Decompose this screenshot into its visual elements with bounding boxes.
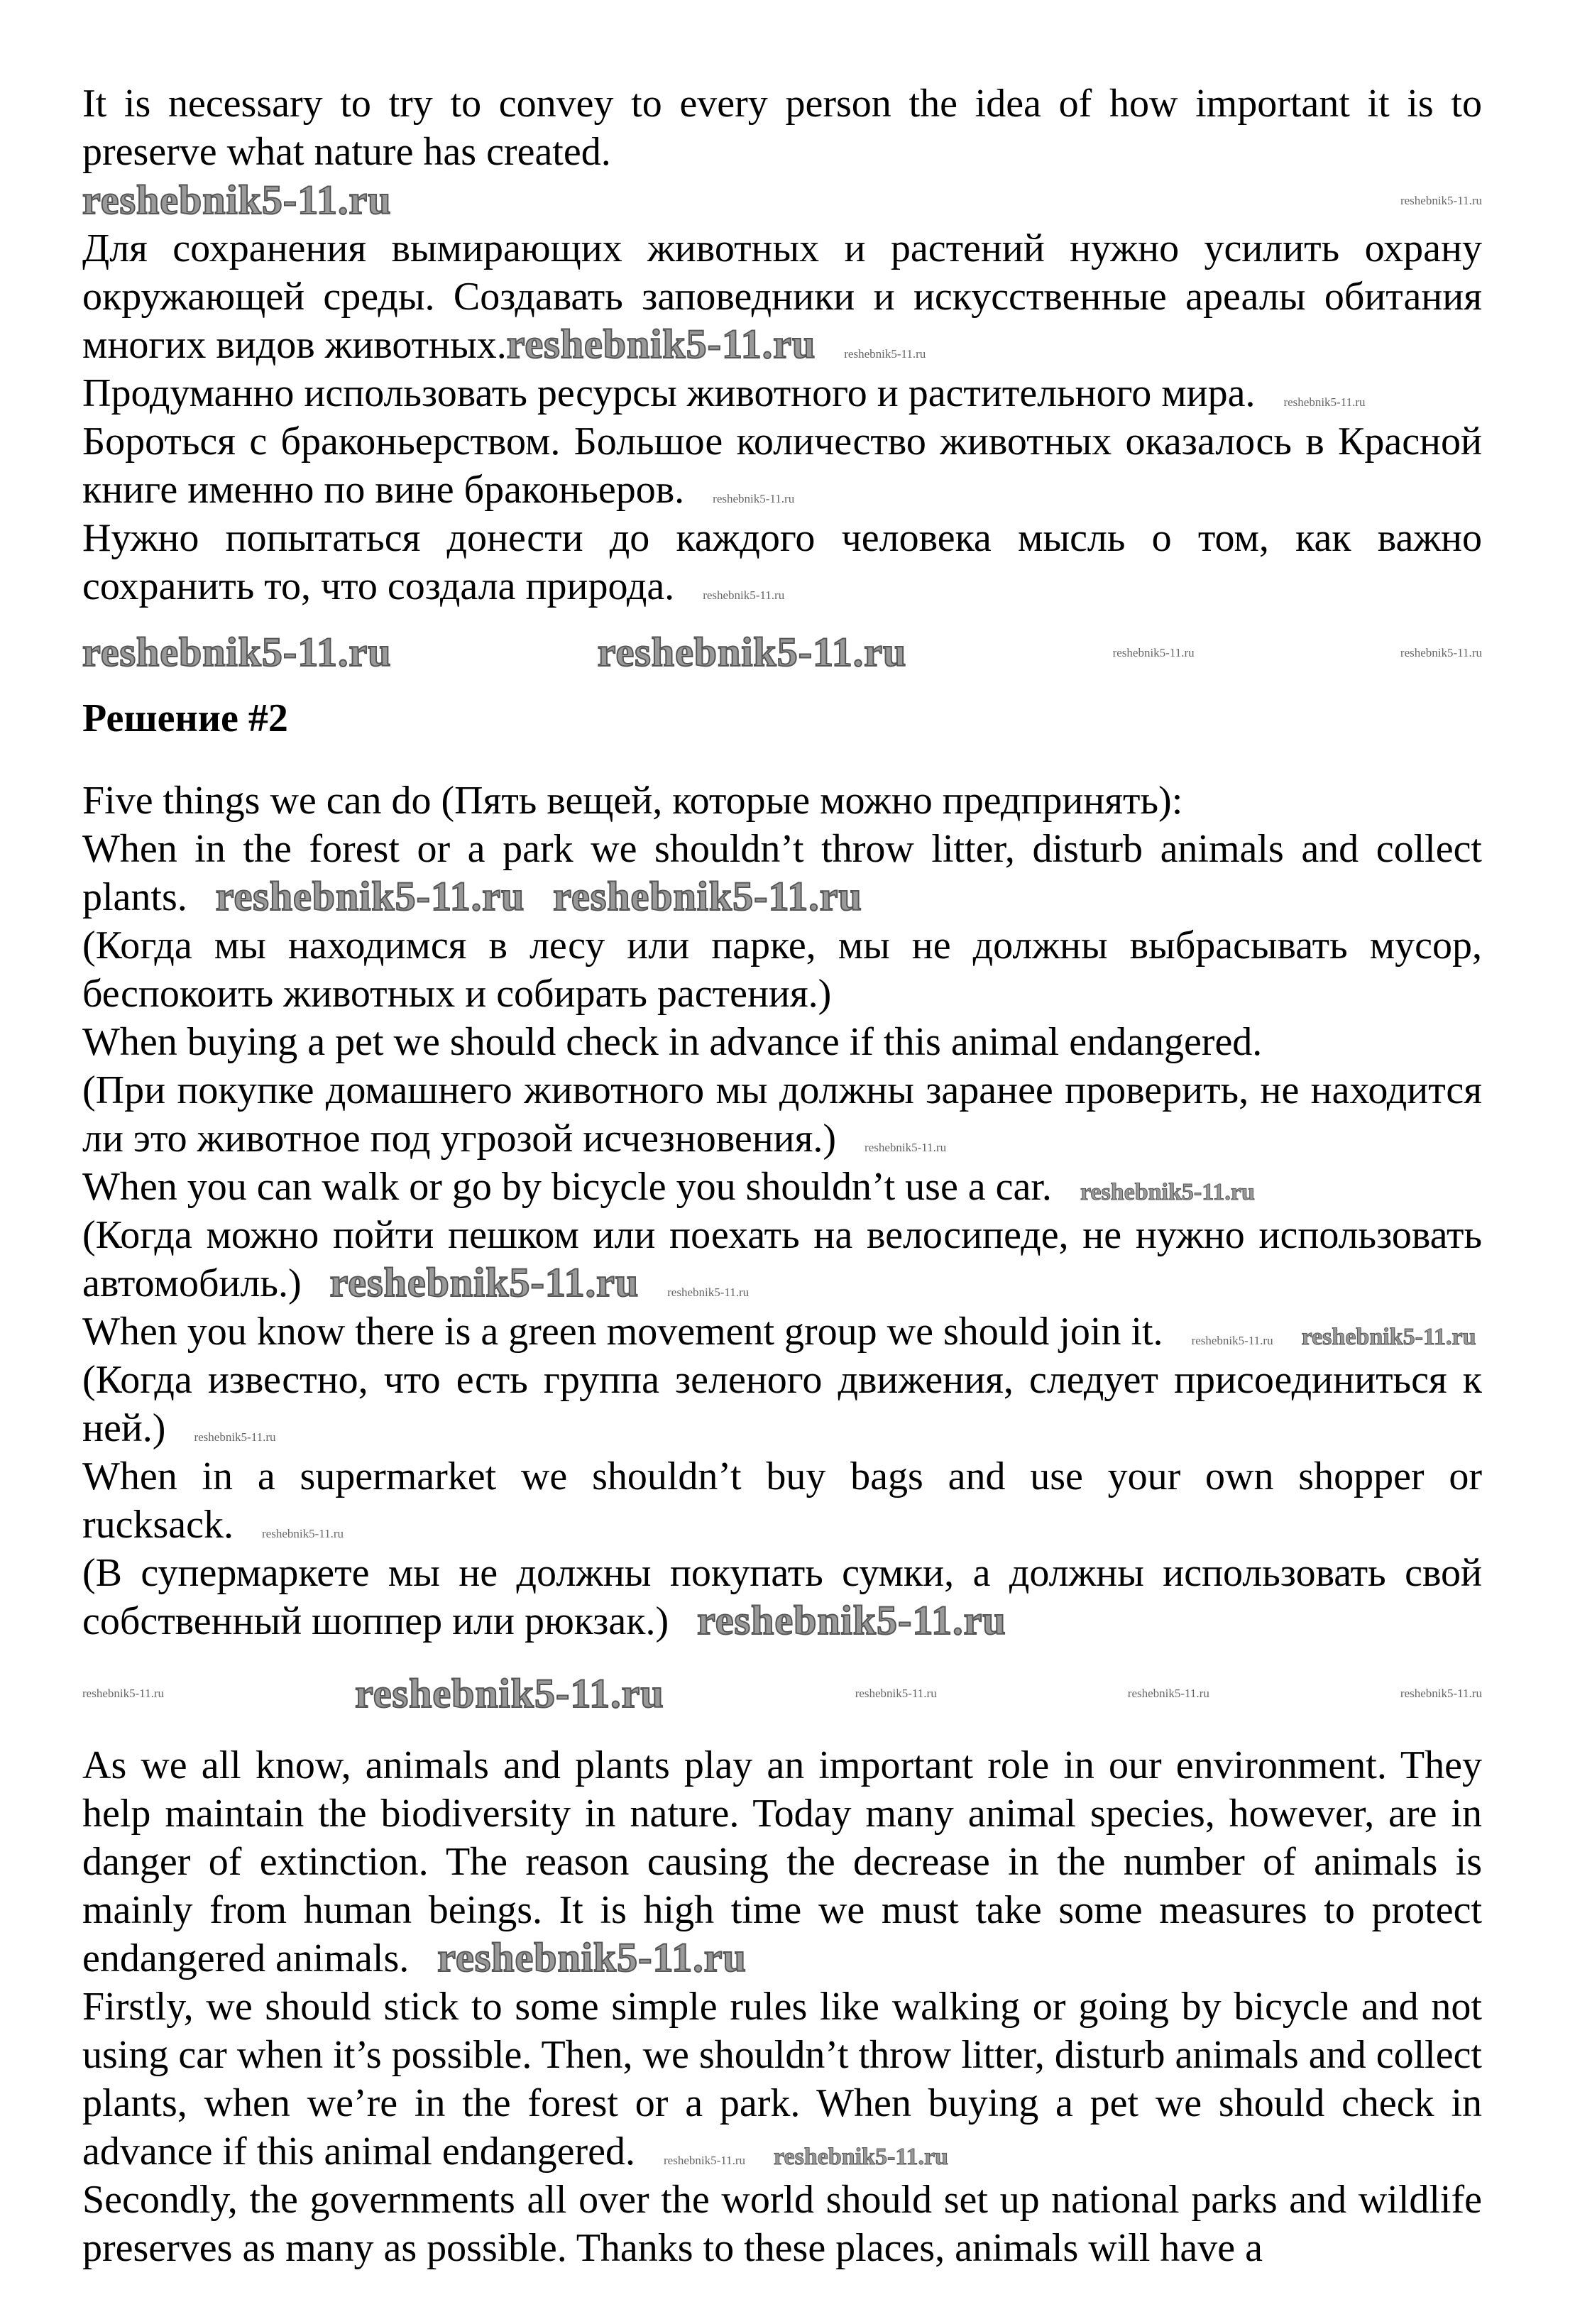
paragraph <box>82 1066 1482 1163</box>
watermark: reshebnik5-11.ru <box>1400 645 1482 659</box>
paragraph-text: When in the forest or a park we shouldn’t throw litter, disturb animals and collect plants. <box>82 827 1482 919</box>
watermark: reshebnik5-11.ru <box>774 2144 948 2170</box>
watermark: reshebnik5-11.ru <box>553 873 862 919</box>
paragraph <box>82 1452 1482 1549</box>
watermark-row <box>82 176 1482 224</box>
watermark-row <box>82 1645 1482 1741</box>
watermark: reshebnik5-11.ru <box>1400 193 1482 207</box>
paragraph <box>82 921 1482 1018</box>
paragraph <box>82 224 1482 369</box>
paragraph-text: When you know there is a green movement group we should join it. <box>82 1310 1163 1354</box>
watermark: reshebnik5-11.ru <box>1400 1687 1482 1700</box>
watermark: reshebnik5-11.ru <box>262 1527 344 1540</box>
paragraph-text: When in a supermarket we shouldn’t buy bags and use your own shopper or rucksack. <box>82 1454 1482 1547</box>
paragraph <box>82 1308 1482 1356</box>
paragraph-text: (В супермаркете мы не должны покупать сумки, а должны использовать свой собственный шоппер или рюкзак.) <box>82 1551 1482 1643</box>
watermark: reshebnik5-11.ru <box>82 1687 165 1700</box>
paragraph-text: As we all know, animals and plants play an important role in our environment. They help maintain the biodiversity in nature. Today many animal species, however, are in danger of extinction. The reason causing the decrease in the number of animals is mainly from human beings. It is high time we must take some measures to protect endangered animals. <box>82 1743 1482 1980</box>
paragraph-text: When you can walk or go by bicycle you shouldn’t use a car. <box>82 1165 1052 1209</box>
watermark: reshebnik5-11.ru <box>667 1286 750 1299</box>
watermark: reshebnik5-11.ru <box>597 629 907 675</box>
section-heading <box>82 694 1482 742</box>
watermark: reshebnik5-11.ru <box>355 1670 664 1716</box>
watermark: reshebnik5-11.ru <box>703 588 785 602</box>
paragraph <box>82 1983 1482 2176</box>
paragraph <box>82 1163 1482 1211</box>
paragraph <box>82 777 1482 825</box>
paragraph <box>82 80 1482 176</box>
paragraph <box>82 1018 1482 1066</box>
watermark-row <box>82 610 1482 694</box>
paragraph-text: Firstly, we should stick to some simple rules like walking or going by bicycle and not using car when it’s possible. Then, we shouldn’t throw litter, disturb animals and collect plants, when we’re in the forest or a park. When buying a pet we should check in advance if this animal endangered. <box>82 1985 1482 2174</box>
watermark: reshebnik5-11.ru <box>82 177 392 223</box>
paragraph <box>82 1741 1482 1983</box>
watermark: reshebnik5-11.ru <box>329 1259 640 1305</box>
paragraph <box>82 369 1482 417</box>
watermark: reshebnik5-11.ru <box>1191 1334 1273 1347</box>
paragraph <box>82 1356 1482 1452</box>
watermark: reshebnik5-11.ru <box>506 321 816 367</box>
paragraph <box>82 1549 1482 1645</box>
watermark: reshebnik5-11.ru <box>82 629 392 675</box>
paragraph-text: (При покупке домашнего животного мы должны заранее проверить, не находится ли это животное под угрозой исчезновения.) <box>82 1068 1482 1161</box>
paragraph <box>82 514 1482 610</box>
section-heading-text: Решение #2 <box>82 696 288 740</box>
watermark: reshebnik5-11.ru <box>1283 395 1366 409</box>
watermark: reshebnik5-11.ru <box>1301 1324 1476 1350</box>
paragraph-text: (Когда можно пойти пешком или поехать на велосипеде, не нужно использовать автомобиль.) <box>82 1213 1482 1305</box>
paragraph-text: Secondly, the governments all over the world should set up national parks and wildlife preserves as many as possible. Thanks to these places, animals will have a <box>82 2178 1482 2270</box>
paragraph-text: (Когда известно, что есть группа зеленого движения, следует присоединиться к ней.) <box>82 1358 1482 1450</box>
paragraph <box>82 825 1482 921</box>
watermark: reshebnik5-11.ru <box>855 1687 937 1700</box>
watermark: reshebnik5-11.ru <box>664 2154 746 2167</box>
paragraph-text: It is necessary to try to convey to every person the idea of how important it is to preserve what nature has created. <box>82 82 1482 174</box>
watermark: reshebnik5-11.ru <box>865 1141 947 1154</box>
watermark: reshebnik5-11.ru <box>194 1430 276 1444</box>
paragraph-text: When buying a pet we should check in advance if this animal endangered. <box>82 1020 1263 1064</box>
paragraph-text: (Когда мы находимся в лесу или парке, мы не должны выбрасывать мусор, беспокоить животных и собирать растения.) <box>82 923 1482 1016</box>
paragraph-text: Продуманно использовать ресурсы животного и растительного мира. <box>82 371 1256 415</box>
watermark: reshebnik5-11.ru <box>1127 1687 1209 1700</box>
paragraph-text: Five things we can do (Пять вещей, которые можно предпринять): <box>82 779 1183 823</box>
paragraph <box>82 2176 1482 2272</box>
document-page <box>82 80 1482 2272</box>
paragraph <box>82 1211 1482 1308</box>
watermark: reshebnik5-11.ru <box>1112 645 1195 659</box>
watermark: reshebnik5-11.ru <box>437 1934 747 1980</box>
paragraph-text: Нужно попытаться донести до каждого человека мысль о том, как важно сохранить то, что создала природа. <box>82 516 1482 608</box>
watermark: reshebnik5-11.ru <box>713 492 795 505</box>
watermark: reshebnik5-11.ru <box>215 873 525 919</box>
paragraph-text: Для сохранения вымирающих животных и растений нужно усилить охрану окружающей среды. Создавать заповедники и искусственные ареалы обитания многих видов животных. <box>82 226 1482 367</box>
watermark: reshebnik5-11.ru <box>844 347 926 361</box>
paragraph-text: Бороться с браконьерством. Большое количество животных оказалось в Красной книге именно по вине браконьеров. <box>82 420 1482 512</box>
watermark: reshebnik5-11.ru <box>1080 1179 1255 1205</box>
watermark: reshebnik5-11.ru <box>697 1597 1006 1643</box>
paragraph <box>82 417 1482 514</box>
